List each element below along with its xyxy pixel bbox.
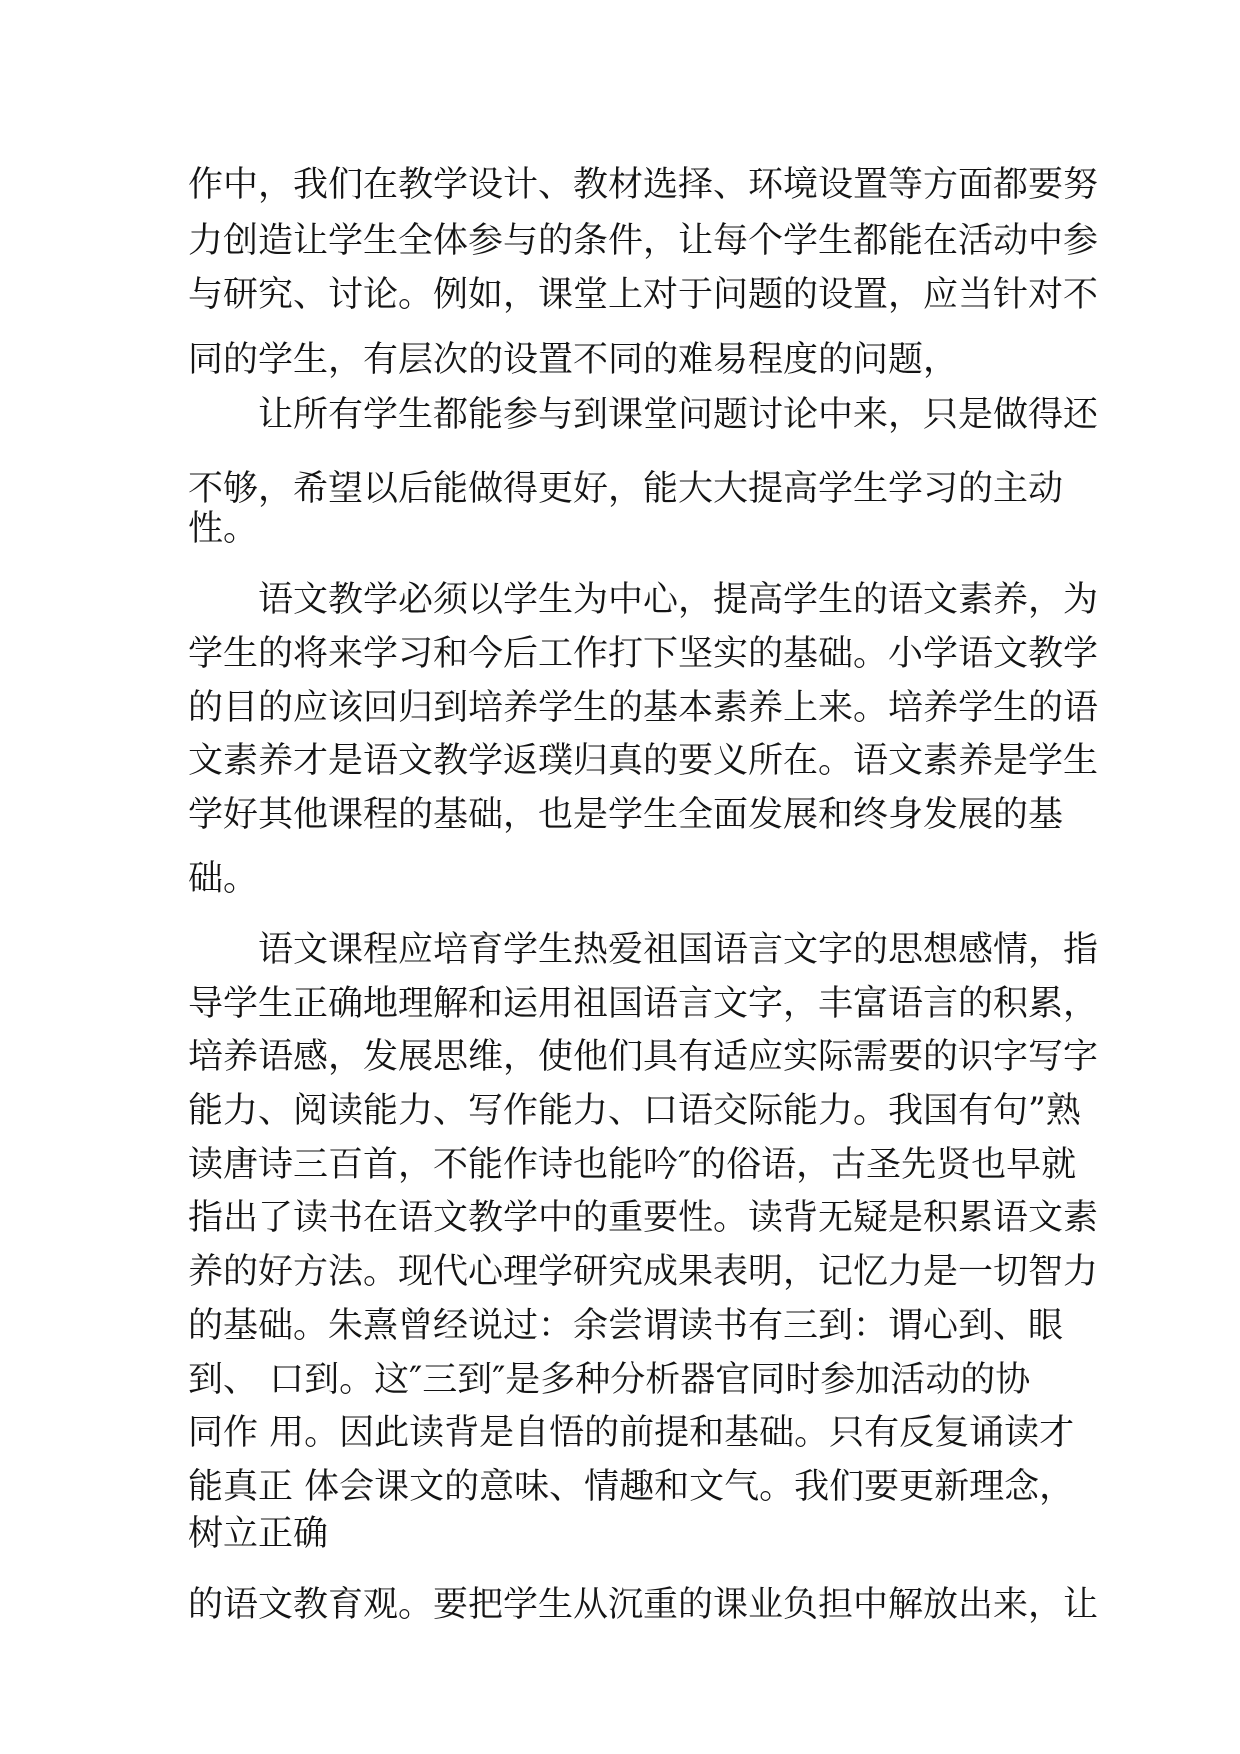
text-line: 文素养才是语文教学返璞归真的要义所在。语文素养是学生 [188,741,1099,781]
text-line: 培养语感，发展思维，使他们具有适应实际需要的识字写字 [188,1037,1099,1077]
text-line: 的语文教育观。要把学生从沉重的课业负担中解放出来，让 [188,1585,1099,1625]
text-line: 能力、阅读能力、写作能力、口语交际能力。我国有句”熟 [188,1091,1081,1131]
text-line: 能真正 体会课文的意味、情趣和文气。我们要更新理念， [188,1467,1075,1507]
text-line: 性。 [188,509,259,549]
text-line: 到、 口到。这″三到″是多种分析器官同时参加活动的协 [188,1360,1031,1400]
text-line: 指出了读书在语文教学中的重要性。读背无疑是积累语文素 [188,1198,1099,1238]
text-line: 同的学生，有层次的设置不同的难易程度的问题， [188,340,959,380]
text-line: 力创造让学生全体参与的条件，让每个学生都能在活动中参 [188,221,1099,261]
text-line: 读唐诗三百首，不能作诗也能吟″的俗语，古圣先贤也早就 [188,1145,1077,1185]
text-line: 础。 [188,859,259,899]
paragraph-first-line: 语文课程应培育学生热爱祖国语言文字的思想感情，指 [258,930,1099,970]
text-line: 的目的应该回归到培养学生的基本素养上来。培养学生的语 [188,688,1099,728]
text-line: 导学生正确地理解和运用祖国语言文字，丰富语言的积累， [188,984,1099,1024]
text-line: 的基础。朱熹曾经说过：余尝谓读书有三到：谓心到、眼 [188,1306,1064,1346]
text-line: 不够，希望以后能做得更好，能大大提高学生学习的主动 [188,469,1064,509]
text-line: 养的好方法。现代心理学研究成果表明，记忆力是一切智力 [188,1252,1099,1292]
text-line: 学生的将来学习和今后工作打下坚实的基础。小学语文教学 [188,634,1099,674]
paragraph-first-line: 让所有学生都能参与到课堂问题讨论中来，只是做得还 [258,395,1099,435]
text-line: 学好其他课程的基础，也是学生全面发展和终身发展的基 [188,795,1064,835]
paragraph-first-line: 语文教学必须以学生为中心，提高学生的语文素养，为 [258,580,1099,620]
text-line: 树立正确 [188,1514,329,1554]
text-line: 作中，我们在教学设计、教材选择、环境设置等方面都要努 [188,165,1099,205]
text-line: 与研究、讨论。例如，课堂上对于问题的设置，应当针对不 [188,275,1099,315]
text-line: 同作 用。因此读背是自悟的前提和基础。只有反复诵读才 [188,1413,1075,1453]
